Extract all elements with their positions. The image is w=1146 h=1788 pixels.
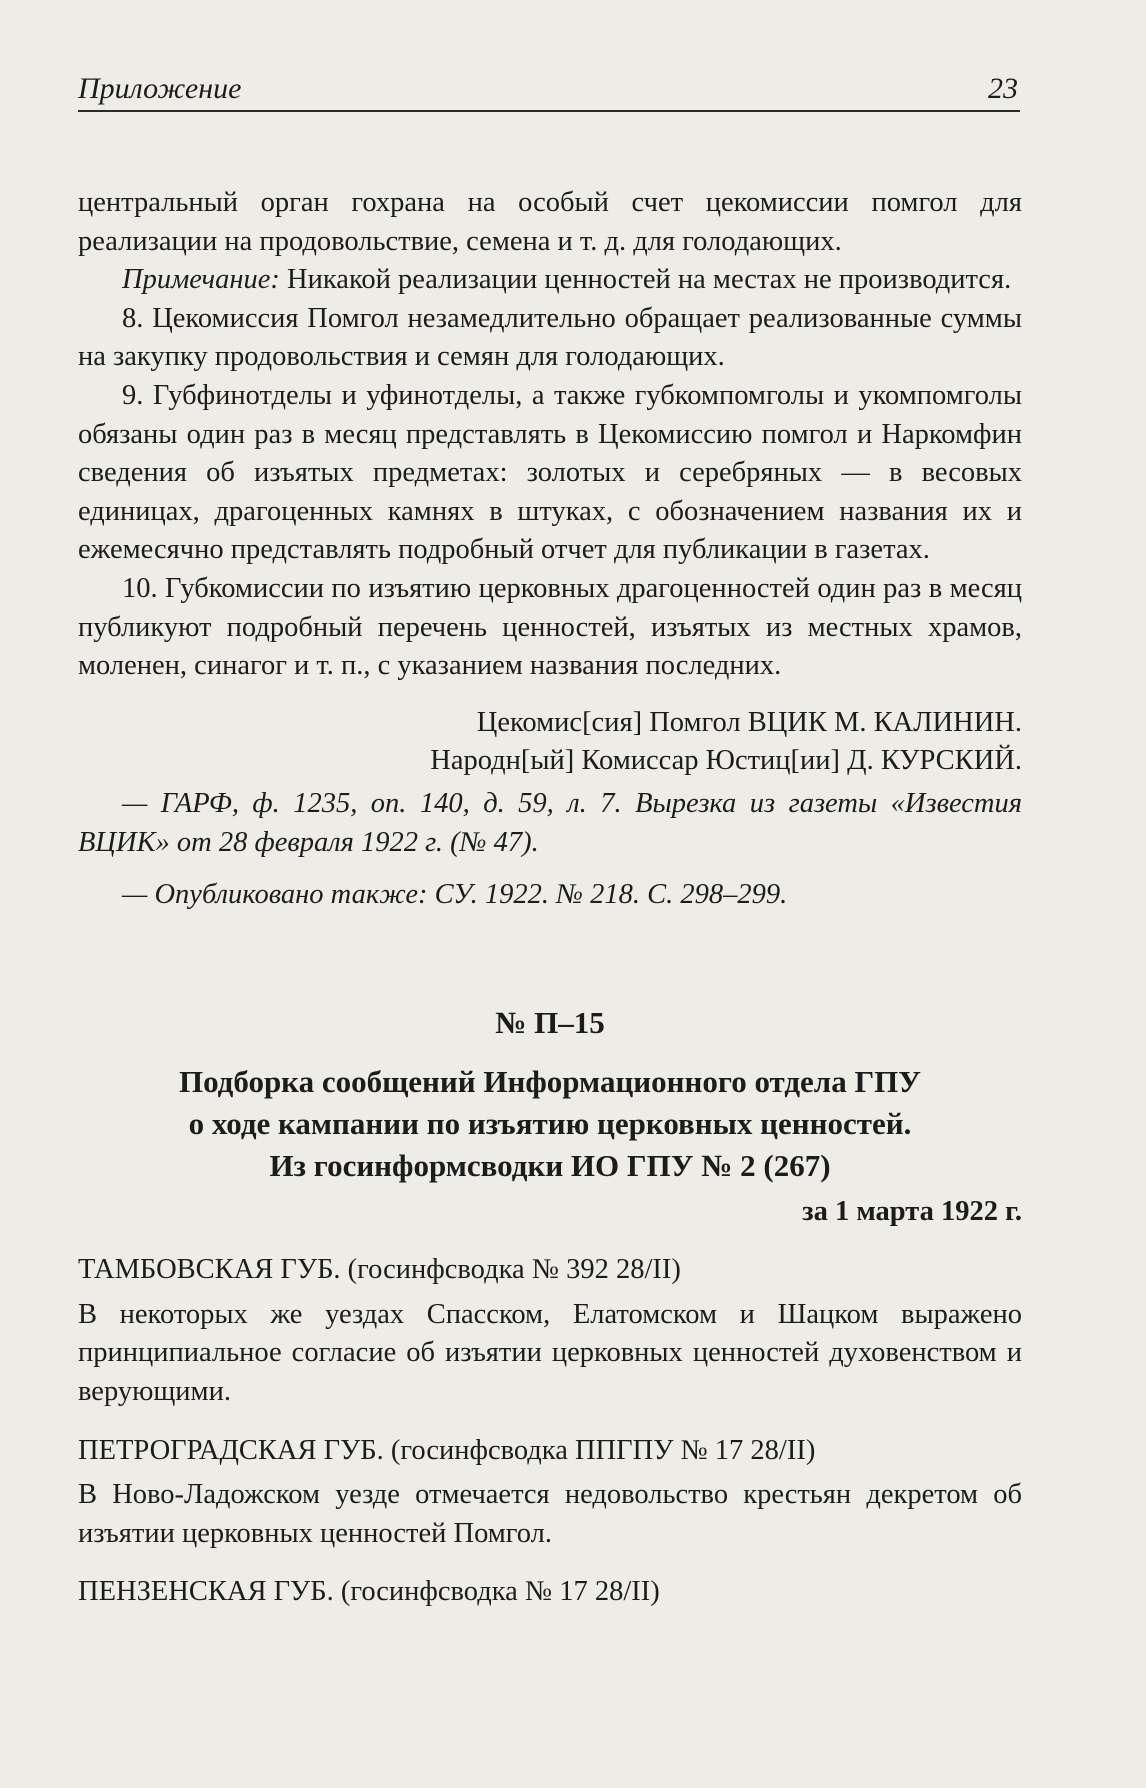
signature-kalinin: Цекомис[сия] Помгол ВЦИК М. КАЛИНИН. [476, 706, 1022, 738]
heading-line-2: о ходе кампании по изъятию церковных ценностей. [188, 1105, 912, 1141]
archival-source: — ГАРФ, ф. 1235, оп. 140, д. 59, л. 7. Вырезка из газеты «Известия ВЦИК» от 28 февраля 1922 г. (№ 47). [78, 787, 1022, 858]
note-text: Никакой реализации ценностей на местах не производится. [279, 264, 1012, 296]
document-number: № П–15 [495, 1004, 605, 1040]
document-heading [78, 1061, 1022, 1187]
publication-source: — Опубликовано также: СУ. 1922. № 218. С. 298–299. [122, 879, 788, 911]
header-rule [78, 110, 1020, 112]
note-label: Примечание: [122, 264, 280, 296]
body-text [78, 184, 1022, 1612]
heading-line-1: Подборка сообщений Информационного отдела ГПУ [178, 1063, 922, 1099]
running-head [78, 72, 1018, 112]
region-petrograd-heading: ПЕТРОГРАДСКАЯ ГУБ. (госинфсводка ППГПУ № 17 28/II) [78, 1434, 816, 1466]
region-tambov-heading: ТАМБОВСКАЯ ГУБ. (госинфсводка № 392 28/II) [78, 1254, 681, 1286]
page-number: 23 [988, 72, 1018, 105]
signature-kursky: Народн[ый] Комиссар Юстиц[ии] Д. КУРСКИЙ. [430, 745, 1022, 777]
region-tambov-text: В некоторых же уездах Спасском, Елатомском и Шацком выражено принципиальное согласие об изъятии церковных ценностей духовенством и верующими. [78, 1298, 1022, 1408]
paragraph-continuation: центральный орган гохрана на особый счет цекомиссии помгол для реализации на продовольствие, семена и т. д. для голодающих. [78, 187, 1022, 257]
region-penza-heading: ПЕНЗЕНСКАЯ ГУБ. (госинфсводка № 17 28/II) [78, 1576, 660, 1608]
region-petrograd-text: В Ново-Ладожском уезде отмечается недовольство крестьян декретом об изъятии церковных ценностей Помгол. [78, 1479, 1022, 1549]
heading-line-3: Из госинформсводки ИО ГПУ № 2 (267) [269, 1147, 831, 1183]
document-date: за 1 марта 1922 г. [802, 1195, 1022, 1227]
running-head-title: Приложение [78, 72, 242, 105]
paragraph-8: 8. Цекомиссия Помгол незамедлительно обращает реализованные суммы на закупку продовольствия и семян для голодающих. [78, 302, 1022, 373]
paragraph-9: 9. Губфинотделы и уфинотделы, а также губкомпомголы и укомпомголы обязаны один раз в месяц представлять в Цекомиссию помгол и Наркомфин сведения об изъятых предметах: золотых и серебряных — в весовых единицах, драгоценных камнях в штуках, с обозначением названия их и ежемесячно представлять подробный отчет для публикации в газетах. [78, 379, 1022, 566]
note-paragraph [78, 261, 1022, 300]
paragraph-10: 10. Губкомиссии по изъятию церковных драгоценностей один раз в месяц публикуют подробный перечень ценностей, изъятых из местных храмов, моленен, синагог и т. п., с указанием названия последних. [78, 572, 1022, 682]
